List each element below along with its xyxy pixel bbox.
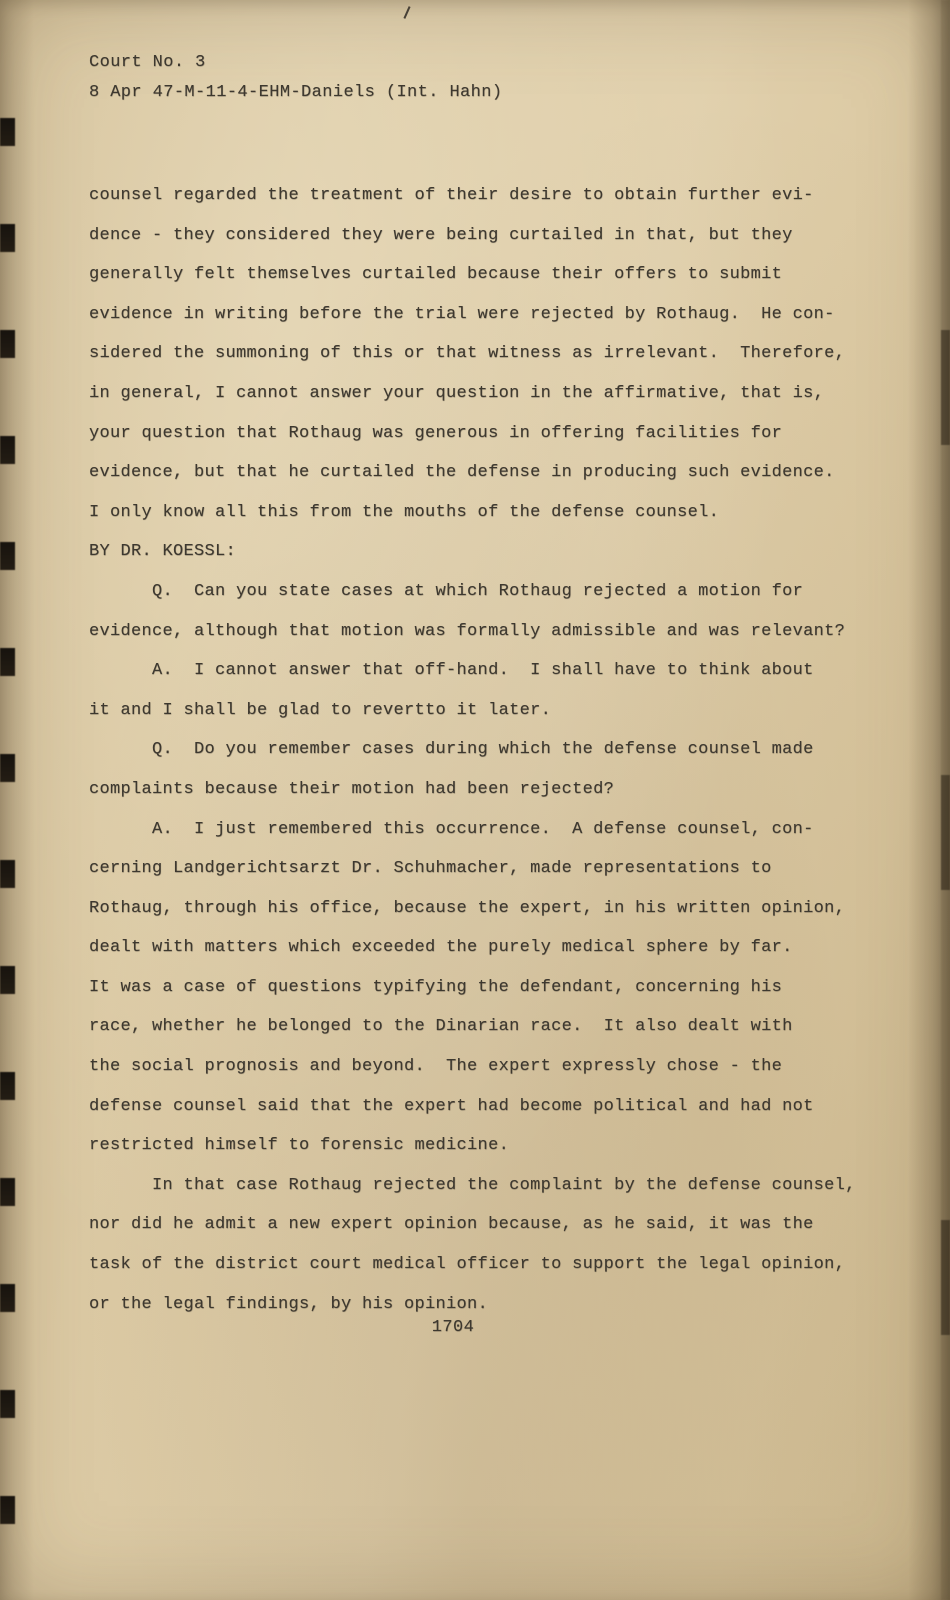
transcript-line: In that case Rothaug rejected the complaint by the defense counsel,	[89, 1175, 856, 1195]
page-edge-marks	[941, 0, 950, 1600]
transcript-line: A. I just remembered this occurrence. A defense counsel, con-	[89, 819, 814, 839]
transcript-line: the social prognosis and beyond. The expert expressly chose - the	[89, 1057, 783, 1077]
spiral-binding	[0, 40, 15, 1600]
transcript-line: evidence, although that motion was formally admissible and was relevant?	[89, 621, 846, 641]
transcript-line: generally felt themselves curtailed because their offers to submit	[89, 265, 783, 285]
transcript-line: Q. Do you remember cases during which the defense counsel made	[89, 740, 814, 760]
transcript-line: defense counsel said that the expert had become political and had not	[89, 1096, 814, 1116]
transcript-body	[89, 176, 856, 1324]
transcript-line: Rothaug, through his office, because the expert, in his written opinion,	[89, 898, 846, 918]
scan-artifact	[403, 6, 410, 19]
transcript-line: sidered the summoning of this or that witness as irrelevant. Therefore,	[89, 344, 846, 364]
transcript-line: counsel regarded the treatment of their desire to obtain further evi-	[89, 186, 814, 205]
transcript-line: complaints because their motion had been rejected?	[89, 779, 615, 799]
transcript-line: I only know all this from the mouths of the defense counsel.	[89, 502, 720, 522]
transcript-line: or the legal findings, by his opinion.	[89, 1294, 489, 1314]
transcript-line: cerning Landgerichtsarzt Dr. Schuhmacher, made representations to	[89, 859, 772, 879]
transcript-line: race, whether he belonged to the Dinarian race. It also dealt with	[89, 1017, 793, 1037]
transcript-line: BY DR. KOESSL:	[89, 542, 237, 562]
transcript-line: It was a case of questions typifying the defendant, concerning his	[89, 977, 783, 997]
transcript-line: in general, I cannot answer your question in the affirmative, that is,	[89, 383, 825, 403]
transcript-reference-line: 8 Apr 47-M-11-4-EHM-Daniels (Int. Hahn)	[89, 83, 503, 102]
transcript-line: nor did he admit a new expert opinion because, as he said, it was the	[89, 1215, 814, 1235]
transcript-line: Q. Can you state cases at which Rothaug rejected a motion for	[89, 581, 804, 601]
transcript-line: task of the district court medical officer to support the legal opinion,	[89, 1255, 846, 1275]
transcript-line: it and I shall be glad to revertto it later.	[89, 700, 552, 720]
page-number: 1704	[431, 1318, 475, 1337]
transcript-line: A. I cannot answer that off-hand. I shall have to think about	[89, 661, 814, 681]
court-number-line: Court No. 3	[89, 53, 206, 72]
transcript-line: dealt with matters which exceeded the purely medical sphere by far.	[89, 938, 793, 958]
transcript-line: evidence, but that he curtailed the defense in producing such evidence.	[89, 463, 835, 483]
transcript-line: your question that Rothaug was generous in offering facilities for	[89, 423, 783, 443]
document-header	[89, 48, 502, 108]
transcript-line: restricted himself to forensic medicine.	[89, 1136, 510, 1156]
transcript-line: dence - they considered they were being curtailed in that, but they	[89, 225, 793, 245]
transcript-line: evidence in writing before the trial were rejected by Rothaug. He con-	[89, 304, 835, 324]
